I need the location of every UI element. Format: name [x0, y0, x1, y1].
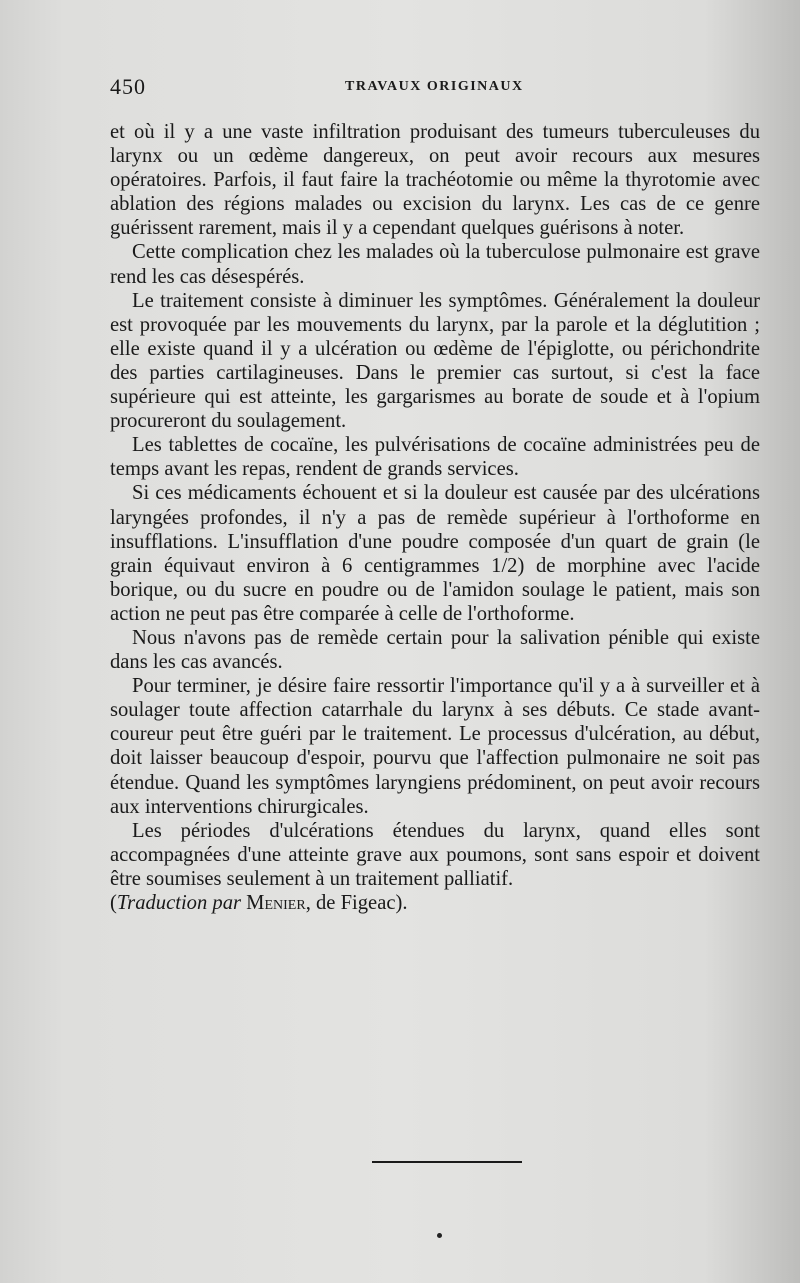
paragraph: Le traitement consiste à diminuer les symptômes. Généralement la douleur est provoquée par les mouvements du larynx, par la parole et la déglutition ; elle existe quand il y a ulcération ou œdème de l'épiglotte, ou périchondrite des parties cartilagineuses. Dans le premier cas surtout, si c'est la face supérieure qui est atteinte, les gargarismes au borate de soude et à l'opium procureront du soulagement. — [110, 289, 760, 433]
translation-credit — [110, 891, 760, 915]
credit-label: Traduction par — [116, 892, 242, 914]
paragraph: Nous n'avons pas de remède certain pour la salivation pénible qui existe dans les cas avancés. — [110, 626, 760, 674]
paragraph: Pour terminer, je désire faire ressortir l'importance qu'il y a à surveiller et à soulager toute affection catarrhale du larynx à ses débuts. Ce stade avant-coureur peut être guéri par le traitement. Le processus d'ulcération, au début, doit laisser beaucoup d'espoir, pourvu que l'affection pulmonaire ne soit pas étendue. Quand les symptômes laryngiens prédominent, on peut avoir recours aux interventions chirurgicales. — [110, 675, 760, 818]
running-head: TRAVAUX ORIGINAUX — [345, 79, 524, 94]
article-body — [110, 120, 760, 915]
ink-dot — [437, 1233, 442, 1238]
end-rule — [372, 1161, 522, 1163]
paragraph: Les périodes d'ulcérations étendues du larynx, quand elles sont accompagnées d'une atteinte grave aux poumons, sont sans espoir et doivent être soumises seulement à un traitement palliatif. — [110, 819, 760, 890]
credit-place: , de Figeac). — [305, 892, 408, 914]
paragraph: et où il y a une vaste infiltration produisant des tumeurs tuberculeuses du larynx ou un œdème dangereux, on peut avoir recours aux mesures opératoires. Parfois, il faut faire la trachéotomie ou même la thyrotomie avec ablation des régions malades ou excision du larynx. Les cas de ce genre guérissent rarement, mais il y a cependant quelques guérisons à noter. — [110, 121, 760, 240]
paragraph: Les tablettes de cocaïne, les pulvérisations de cocaïne administrées peu de temps avant les repas, rendent de grands services. — [110, 434, 760, 481]
page-header — [110, 74, 760, 104]
paragraph: Si ces médicaments échouent et si la douleur est causée par des ulcérations laryngées profondes, il n'y a pas de remède supérieur à l'orthoforme en insufflations. L'insufflation d'une poudre composée d'un quart de grain (le grain équivaut environ à 6 centigrammes 1/2) de morphine avec l'acide borique, ou du sucre en poudre ou de l'amidon soulage le patient, mais son action ne peut pas être comparée à celle de l'orthoforme. — [110, 482, 760, 625]
page-number: 450 — [110, 74, 146, 99]
credit-open-paren: ( — [110, 892, 117, 914]
translator-name: Menier — [246, 892, 306, 914]
paragraph: Cette complication chez les malades où la tuberculose pulmonaire est grave rend les cas désespérés. — [110, 241, 760, 288]
